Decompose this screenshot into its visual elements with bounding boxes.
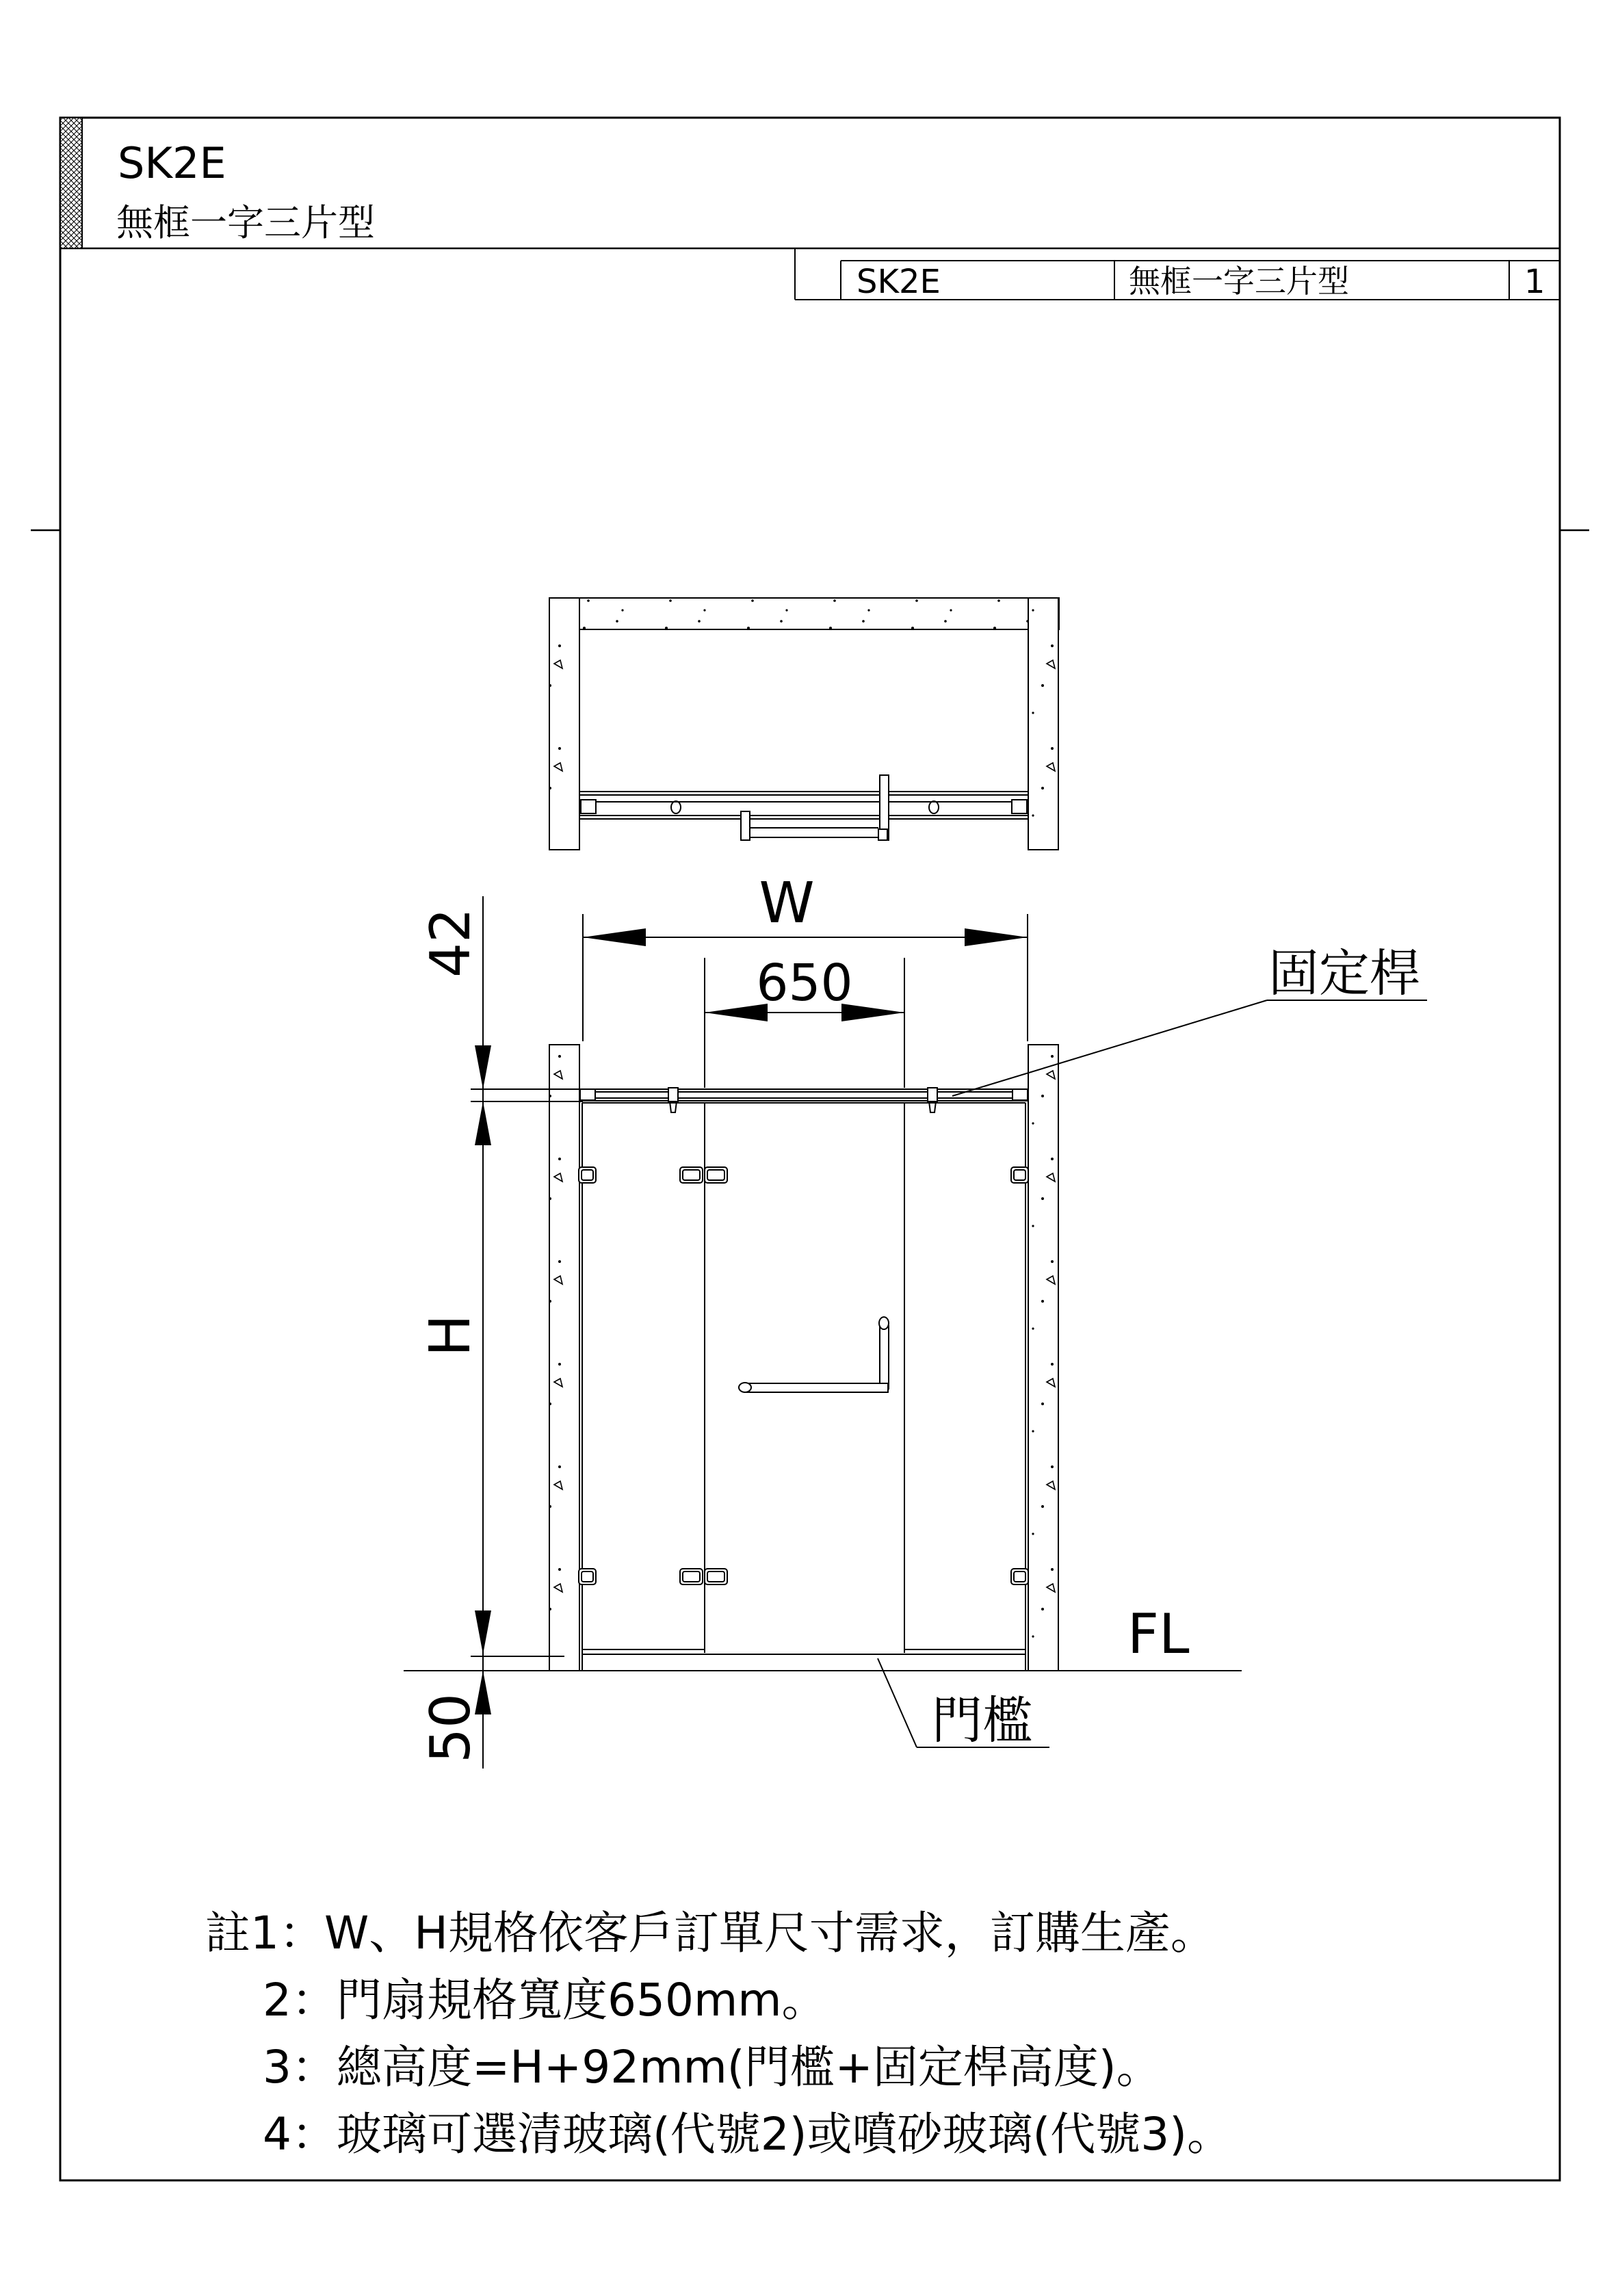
plan-door-cap-left bbox=[741, 811, 750, 840]
hinge-pair-upper bbox=[680, 1167, 727, 1183]
plan-door-cap-right bbox=[878, 829, 887, 840]
note-line-1: 註1：W、H規格依客戶訂單尺寸需求，訂購生產。 bbox=[205, 1907, 1216, 1959]
plan-track-end-block-right bbox=[1012, 800, 1027, 813]
header-type-name: 無框一字三片型 bbox=[1129, 263, 1349, 300]
header-model: SK2E bbox=[857, 263, 941, 301]
note-line-2: 2：門扇規格寬度650mm。 bbox=[263, 1974, 827, 2026]
plan-track-end-block-left bbox=[581, 800, 596, 813]
plan-track bbox=[579, 792, 1028, 819]
plan-left-wall bbox=[549, 598, 579, 850]
hinges-lower-row bbox=[579, 1569, 1028, 1584]
plan-top-wall bbox=[549, 598, 1059, 629]
fixed-bar-label: 固定桿 bbox=[1268, 944, 1420, 1003]
elevation-view bbox=[404, 1045, 1242, 1671]
note-line-3: 3：總高度=H+92mm(門檻+固定桿高度)。 bbox=[263, 2041, 1162, 2093]
title-model: SK2E bbox=[118, 138, 226, 188]
floor-level-label: FL bbox=[1127, 1602, 1190, 1666]
fixed-bar-leader bbox=[952, 1000, 1427, 1096]
hinge-wall-right-upper bbox=[1011, 1167, 1028, 1183]
hinge-pair-lower bbox=[680, 1569, 727, 1584]
dim-door-width-value: 650 bbox=[756, 954, 853, 1013]
fixed-bar-clamp-left bbox=[668, 1088, 678, 1112]
fixed-bar-end-block-right bbox=[1012, 1089, 1028, 1100]
elevation-walls bbox=[549, 1045, 1058, 1671]
notes bbox=[205, 1907, 1232, 2161]
plan-right-wall bbox=[1028, 598, 1058, 850]
elevation-right-wall bbox=[1028, 1045, 1058, 1671]
page-frame bbox=[31, 118, 1589, 2180]
dim-threshold-height-value: 50 bbox=[419, 1693, 482, 1763]
hinge-wall-right-lower bbox=[1011, 1569, 1028, 1584]
dim-width-label: W bbox=[759, 871, 815, 936]
plan-walls bbox=[549, 598, 1059, 850]
title-type-name: 無框一字三片型 bbox=[116, 201, 375, 244]
fixed-bar-end-block-left bbox=[580, 1089, 595, 1100]
title-hatch-bar bbox=[60, 118, 82, 248]
plan-view bbox=[549, 598, 1059, 850]
dim-bar-height-value: 42 bbox=[419, 908, 482, 978]
hinge-wall-left-lower bbox=[579, 1569, 596, 1584]
title-block bbox=[60, 118, 375, 248]
door-handle bbox=[739, 1317, 889, 1392]
header-bar bbox=[795, 248, 1560, 301]
fixed-bar-clamp-right bbox=[928, 1088, 937, 1112]
plan-clamp-right bbox=[929, 801, 939, 813]
hinges-upper-row bbox=[579, 1167, 1028, 1183]
hinge-wall-left-upper bbox=[579, 1167, 596, 1183]
threshold-label: 門檻 bbox=[932, 1691, 1033, 1750]
dim-height-label: H bbox=[418, 1314, 483, 1357]
plan-clamp-left bbox=[671, 801, 681, 813]
fixed-bar bbox=[579, 1088, 1028, 1112]
threshold bbox=[582, 1649, 1025, 1654]
plan-door-panel bbox=[741, 775, 889, 840]
note-line-4: 4：玻璃可選清玻璃(代號2)或噴砂玻璃(代號3)。 bbox=[263, 2108, 1232, 2161]
elevation-left-wall bbox=[549, 1045, 579, 1671]
header-page-number: 1 bbox=[1524, 263, 1545, 301]
